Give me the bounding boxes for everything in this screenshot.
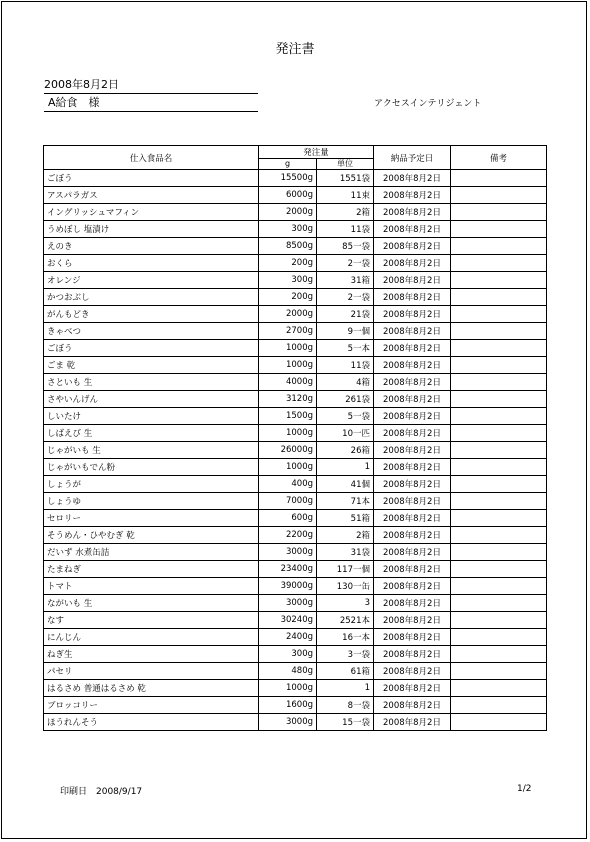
document-title: 発注書	[275, 42, 315, 57]
table-row	[44, 357, 547, 374]
table-row	[44, 612, 547, 629]
delivery-date-cell: 2008年8月2日	[374, 374, 451, 391]
item-name-cell: さやいんげん	[44, 391, 259, 408]
grams-cell: 15500g	[259, 170, 317, 187]
unit-cell: 16一本	[317, 629, 374, 646]
remarks-cell	[451, 442, 547, 459]
table-row	[44, 544, 547, 561]
header-grams: g	[259, 159, 317, 170]
delivery-date-cell: 2008年8月2日	[374, 493, 451, 510]
item-name-cell: ごま 乾	[44, 357, 259, 374]
grams-cell: 1000g	[259, 425, 317, 442]
grams-cell: 26000g	[259, 442, 317, 459]
unit-cell: 61箱	[317, 663, 374, 680]
grams-cell: 30240g	[259, 612, 317, 629]
grams-cell: 23400g	[259, 561, 317, 578]
item-name-cell: ブロッコリー	[44, 697, 259, 714]
remarks-cell	[451, 357, 547, 374]
grams-cell: 2000g	[259, 204, 317, 221]
grams-cell: 2200g	[259, 527, 317, 544]
delivery-date-cell: 2008年8月2日	[374, 391, 451, 408]
remarks-cell	[451, 170, 547, 187]
header-remarks: 備考	[451, 146, 547, 170]
delivery-date-cell: 2008年8月2日	[374, 578, 451, 595]
grams-cell: 4000g	[259, 374, 317, 391]
item-name-cell: にんじん	[44, 629, 259, 646]
delivery-date-cell: 2008年8月2日	[374, 170, 451, 187]
grams-cell: 1000g	[259, 357, 317, 374]
item-name-cell: じゃがいもでん粉	[44, 459, 259, 476]
delivery-date-cell: 2008年8月2日	[374, 595, 451, 612]
item-name-cell: えのき	[44, 238, 259, 255]
order-date: 2008年8月2日	[44, 76, 258, 94]
delivery-date-cell: 2008年8月2日	[374, 663, 451, 680]
item-name-cell: かつおぶし	[44, 289, 259, 306]
table-row	[44, 289, 547, 306]
grams-cell: 6000g	[259, 187, 317, 204]
table-row	[44, 374, 547, 391]
item-name-cell: セロリー	[44, 510, 259, 527]
remarks-cell	[451, 425, 547, 442]
delivery-date-cell: 2008年8月2日	[374, 289, 451, 306]
remarks-cell	[451, 544, 547, 561]
grams-cell: 3000g	[259, 595, 317, 612]
order-table	[43, 145, 547, 731]
delivery-date-cell: 2008年8月2日	[374, 629, 451, 646]
remarks-cell	[451, 272, 547, 289]
delivery-date-cell: 2008年8月2日	[374, 425, 451, 442]
item-name-cell: ながいも 生	[44, 595, 259, 612]
remarks-cell	[451, 238, 547, 255]
remarks-cell	[451, 391, 547, 408]
unit-cell: 2521本	[317, 612, 374, 629]
item-name-cell: ねぎ生	[44, 646, 259, 663]
unit-cell: 3一袋	[317, 646, 374, 663]
unit-cell: 51箱	[317, 510, 374, 527]
delivery-date-cell: 2008年8月2日	[374, 680, 451, 697]
delivery-date-cell: 2008年8月2日	[374, 306, 451, 323]
grams-cell: 8500g	[259, 238, 317, 255]
item-name-cell: じゃがいも 生	[44, 442, 259, 459]
remarks-cell	[451, 289, 547, 306]
grams-cell: 2000g	[259, 306, 317, 323]
unit-cell: 11袋	[317, 357, 374, 374]
unit-cell: 10一匹	[317, 425, 374, 442]
unit-cell: 15一袋	[317, 714, 374, 731]
table-row	[44, 323, 547, 340]
grams-cell: 1000g	[259, 340, 317, 357]
item-name-cell: さといも 生	[44, 374, 259, 391]
header-delivery: 納品予定日	[374, 146, 451, 170]
remarks-cell	[451, 306, 547, 323]
delivery-date-cell: 2008年8月2日	[374, 697, 451, 714]
remarks-cell	[451, 561, 547, 578]
unit-cell: 2箱	[317, 204, 374, 221]
delivery-date-cell: 2008年8月2日	[374, 340, 451, 357]
item-name-cell: パセリ	[44, 663, 259, 680]
delivery-date-cell: 2008年8月2日	[374, 221, 451, 238]
table-row	[44, 646, 547, 663]
delivery-date-cell: 2008年8月2日	[374, 527, 451, 544]
item-name-cell: がんもどき	[44, 306, 259, 323]
remarks-cell	[451, 204, 547, 221]
table-row	[44, 697, 547, 714]
grams-cell: 39000g	[259, 578, 317, 595]
table-row	[44, 493, 547, 510]
page-number: 1/2	[517, 784, 532, 794]
unit-cell: 11束	[317, 187, 374, 204]
delivery-date-cell: 2008年8月2日	[374, 357, 451, 374]
unit-cell: 2箱	[317, 527, 374, 544]
table-row	[44, 391, 547, 408]
item-name-cell: オレンジ	[44, 272, 259, 289]
grams-cell: 3120g	[259, 391, 317, 408]
table-row	[44, 425, 547, 442]
delivery-date-cell: 2008年8月2日	[374, 510, 451, 527]
grams-cell: 200g	[259, 289, 317, 306]
delivery-date-cell: 2008年8月2日	[374, 255, 451, 272]
header-name: 仕入食品名	[44, 146, 259, 170]
delivery-date-cell: 2008年8月2日	[374, 612, 451, 629]
customer-name: A給食 様	[44, 94, 258, 112]
table-row	[44, 204, 547, 221]
item-name-cell: ごぼう	[44, 340, 259, 357]
delivery-date-cell: 2008年8月2日	[374, 272, 451, 289]
item-name-cell: そうめん・ひやむぎ 乾	[44, 527, 259, 544]
item-name-cell: しいたけ	[44, 408, 259, 425]
remarks-cell	[451, 255, 547, 272]
remarks-cell	[451, 187, 547, 204]
grams-cell: 2700g	[259, 323, 317, 340]
remarks-cell	[451, 646, 547, 663]
item-name-cell: しょうが	[44, 476, 259, 493]
unit-cell: 1	[317, 459, 374, 476]
table-row	[44, 170, 547, 187]
delivery-date-cell: 2008年8月2日	[374, 323, 451, 340]
grams-cell: 3000g	[259, 544, 317, 561]
remarks-cell	[451, 663, 547, 680]
unit-cell: 21袋	[317, 306, 374, 323]
order-rows	[44, 170, 547, 731]
table-row	[44, 510, 547, 527]
grams-cell: 300g	[259, 646, 317, 663]
remarks-cell	[451, 510, 547, 527]
table-row	[44, 272, 547, 289]
table-row	[44, 663, 547, 680]
item-name-cell: たまねぎ	[44, 561, 259, 578]
unit-cell: 5一本	[317, 340, 374, 357]
header-unit: 単位	[317, 159, 374, 170]
table-row	[44, 476, 547, 493]
remarks-cell	[451, 408, 547, 425]
grams-cell: 300g	[259, 221, 317, 238]
grams-cell: 400g	[259, 476, 317, 493]
grams-cell: 480g	[259, 663, 317, 680]
table-row	[44, 714, 547, 731]
item-name-cell: しばえび 生	[44, 425, 259, 442]
table-row	[44, 459, 547, 476]
grams-cell: 3000g	[259, 714, 317, 731]
unit-cell: 1	[317, 680, 374, 697]
grams-cell: 1000g	[259, 459, 317, 476]
grams-cell: 300g	[259, 272, 317, 289]
remarks-cell	[451, 527, 547, 544]
item-name-cell: なす	[44, 612, 259, 629]
table-row	[44, 629, 547, 646]
unit-cell: 1551袋	[317, 170, 374, 187]
grams-cell: 2400g	[259, 629, 317, 646]
unit-cell: 11袋	[317, 221, 374, 238]
unit-cell: 26箱	[317, 442, 374, 459]
table-row	[44, 527, 547, 544]
unit-cell: 5一袋	[317, 408, 374, 425]
remarks-cell	[451, 323, 547, 340]
remarks-cell	[451, 697, 547, 714]
unit-cell: 31箱	[317, 272, 374, 289]
table-row	[44, 595, 547, 612]
item-name-cell: だいず 水煮缶詰	[44, 544, 259, 561]
header-order-qty: 発注量	[259, 146, 374, 159]
item-name-cell: うめぼし 塩漬け	[44, 221, 259, 238]
delivery-date-cell: 2008年8月2日	[374, 408, 451, 425]
remarks-cell	[451, 578, 547, 595]
item-name-cell: しょうゆ	[44, 493, 259, 510]
remarks-cell	[451, 374, 547, 391]
grams-cell: 600g	[259, 510, 317, 527]
unit-cell: 41個	[317, 476, 374, 493]
table-row	[44, 238, 547, 255]
remarks-cell	[451, 340, 547, 357]
remarks-cell	[451, 221, 547, 238]
delivery-date-cell: 2008年8月2日	[374, 561, 451, 578]
table-row	[44, 578, 547, 595]
grams-cell: 1000g	[259, 680, 317, 697]
delivery-date-cell: 2008年8月2日	[374, 238, 451, 255]
delivery-date-cell: 2008年8月2日	[374, 187, 451, 204]
table-row	[44, 255, 547, 272]
table-row	[44, 680, 547, 697]
remarks-cell	[451, 493, 547, 510]
table-row	[44, 561, 547, 578]
remarks-cell	[451, 595, 547, 612]
delivery-date-cell: 2008年8月2日	[374, 476, 451, 493]
unit-cell: 130一缶	[317, 578, 374, 595]
grams-cell: 1500g	[259, 408, 317, 425]
unit-cell: 8一袋	[317, 697, 374, 714]
print-date: 印刷日 2008/9/17	[60, 787, 143, 797]
delivery-date-cell: 2008年8月2日	[374, 544, 451, 561]
delivery-date-cell: 2008年8月2日	[374, 204, 451, 221]
remarks-cell	[451, 612, 547, 629]
item-name-cell: ごぼう	[44, 170, 259, 187]
item-name-cell: ほうれんそう	[44, 714, 259, 731]
table-row	[44, 221, 547, 238]
remarks-cell	[451, 459, 547, 476]
company-name: アクセスインテリジェント	[374, 99, 482, 109]
item-name-cell: はるさめ 普通はるさめ 乾	[44, 680, 259, 697]
remarks-cell	[451, 629, 547, 646]
delivery-date-cell: 2008年8月2日	[374, 459, 451, 476]
remarks-cell	[451, 476, 547, 493]
unit-cell: 261袋	[317, 391, 374, 408]
table-row	[44, 408, 547, 425]
remarks-cell	[451, 680, 547, 697]
grams-cell: 1600g	[259, 697, 317, 714]
unit-cell: 2一袋	[317, 289, 374, 306]
delivery-date-cell: 2008年8月2日	[374, 442, 451, 459]
unit-cell: 9一個	[317, 323, 374, 340]
delivery-date-cell: 2008年8月2日	[374, 646, 451, 663]
grams-cell: 7000g	[259, 493, 317, 510]
unit-cell: 31袋	[317, 544, 374, 561]
item-name-cell: トマト	[44, 578, 259, 595]
remarks-cell	[451, 714, 547, 731]
item-name-cell: きゃべつ	[44, 323, 259, 340]
unit-cell: 4箱	[317, 374, 374, 391]
table-row	[44, 340, 547, 357]
item-name-cell: おくら	[44, 255, 259, 272]
unit-cell: 2一袋	[317, 255, 374, 272]
unit-cell: 3	[317, 595, 374, 612]
unit-cell: 85一袋	[317, 238, 374, 255]
grams-cell: 200g	[259, 255, 317, 272]
unit-cell: 117一個	[317, 561, 374, 578]
table-row	[44, 442, 547, 459]
item-name-cell: アスパラガス	[44, 187, 259, 204]
unit-cell: 71本	[317, 493, 374, 510]
delivery-date-cell: 2008年8月2日	[374, 714, 451, 731]
table-row	[44, 187, 547, 204]
table-row	[44, 306, 547, 323]
item-name-cell: イングリッシュマフィン	[44, 204, 259, 221]
